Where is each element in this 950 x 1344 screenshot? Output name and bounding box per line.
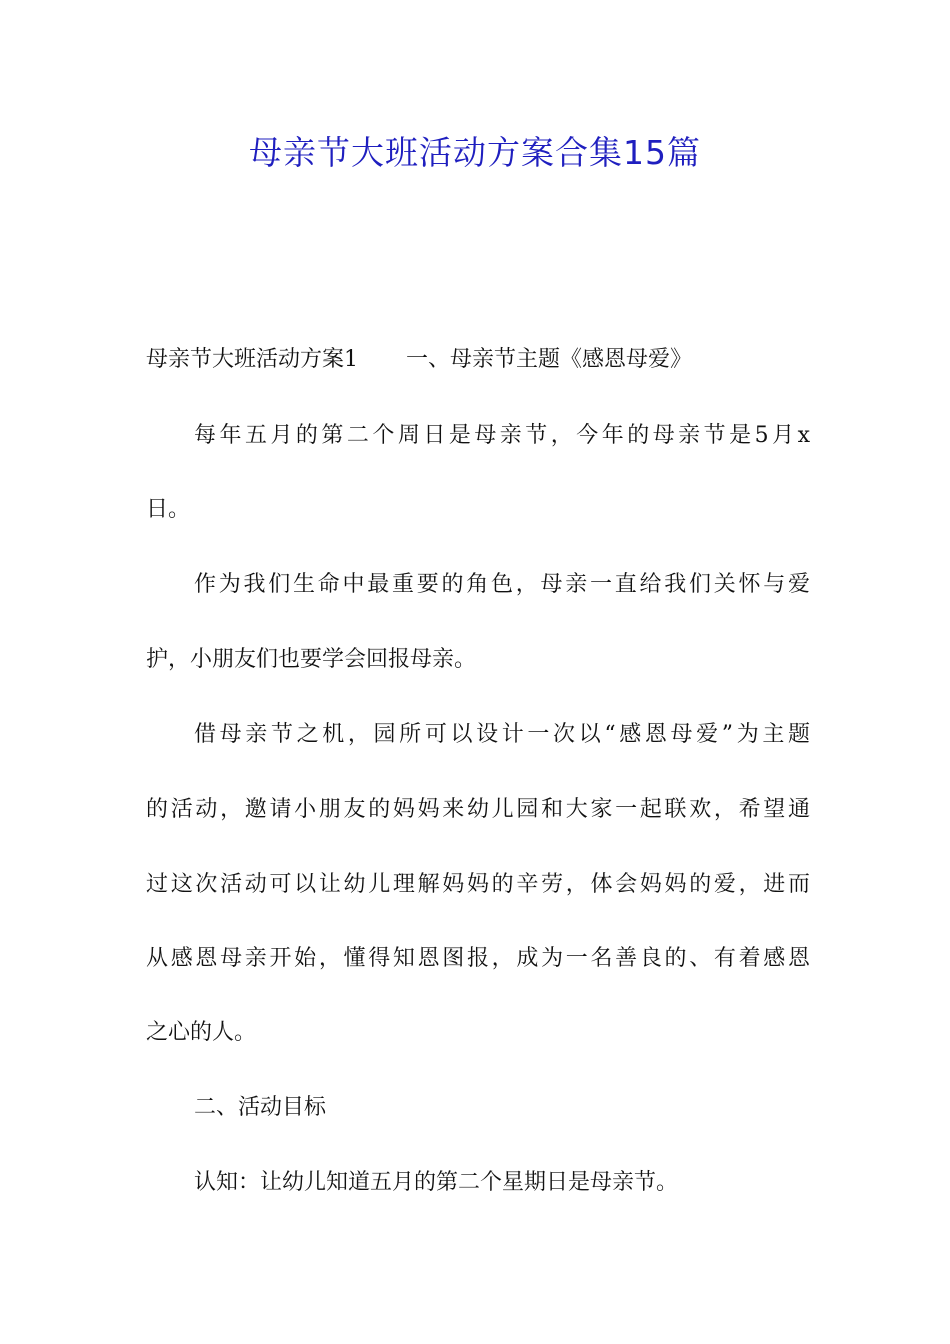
paragraph-line: 认知：让幼儿知道五月的第二个星期日是母亲节。 (194, 1170, 679, 1195)
section-heading-line (146, 340, 810, 380)
paragraph-line: 之心的人。 (146, 1020, 257, 1045)
paragraph-line: 每年五月的第二个周日是母亲节，今年的母亲节是5月x (194, 423, 810, 448)
paragraph-line: 的活动，邀请小朋友的妈妈来幼儿园和大家一起联欢，希望通 (146, 797, 810, 822)
section-heading-goals: 二、活动目标 (194, 1095, 327, 1120)
theme-heading: 一、母亲节主题《感恩母爱》 (406, 347, 693, 372)
paragraph-line: 借母亲节之机，园所可以设计一次以“感恩母爱”为主题 (194, 722, 810, 747)
plan-label: 母亲节大班活动方案1 (146, 347, 358, 372)
paragraph-line: 过这次活动可以让幼儿理解妈妈的辛劳，体会妈妈的爱，进而 (146, 872, 810, 897)
paragraph-line: 作为我们生命中最重要的角色，母亲一直给我们关怀与爱 (194, 572, 810, 597)
document-title: 母亲节大班活动方案合集15篇 (249, 133, 701, 172)
paragraph-line: 日。 (146, 497, 191, 522)
paragraph-line: 从感恩母亲开始，懂得知恩图报，成为一名善良的、有着感恩 (146, 946, 810, 971)
paragraph-line: 护，小朋友们也要学会回报母亲。 (146, 647, 477, 672)
